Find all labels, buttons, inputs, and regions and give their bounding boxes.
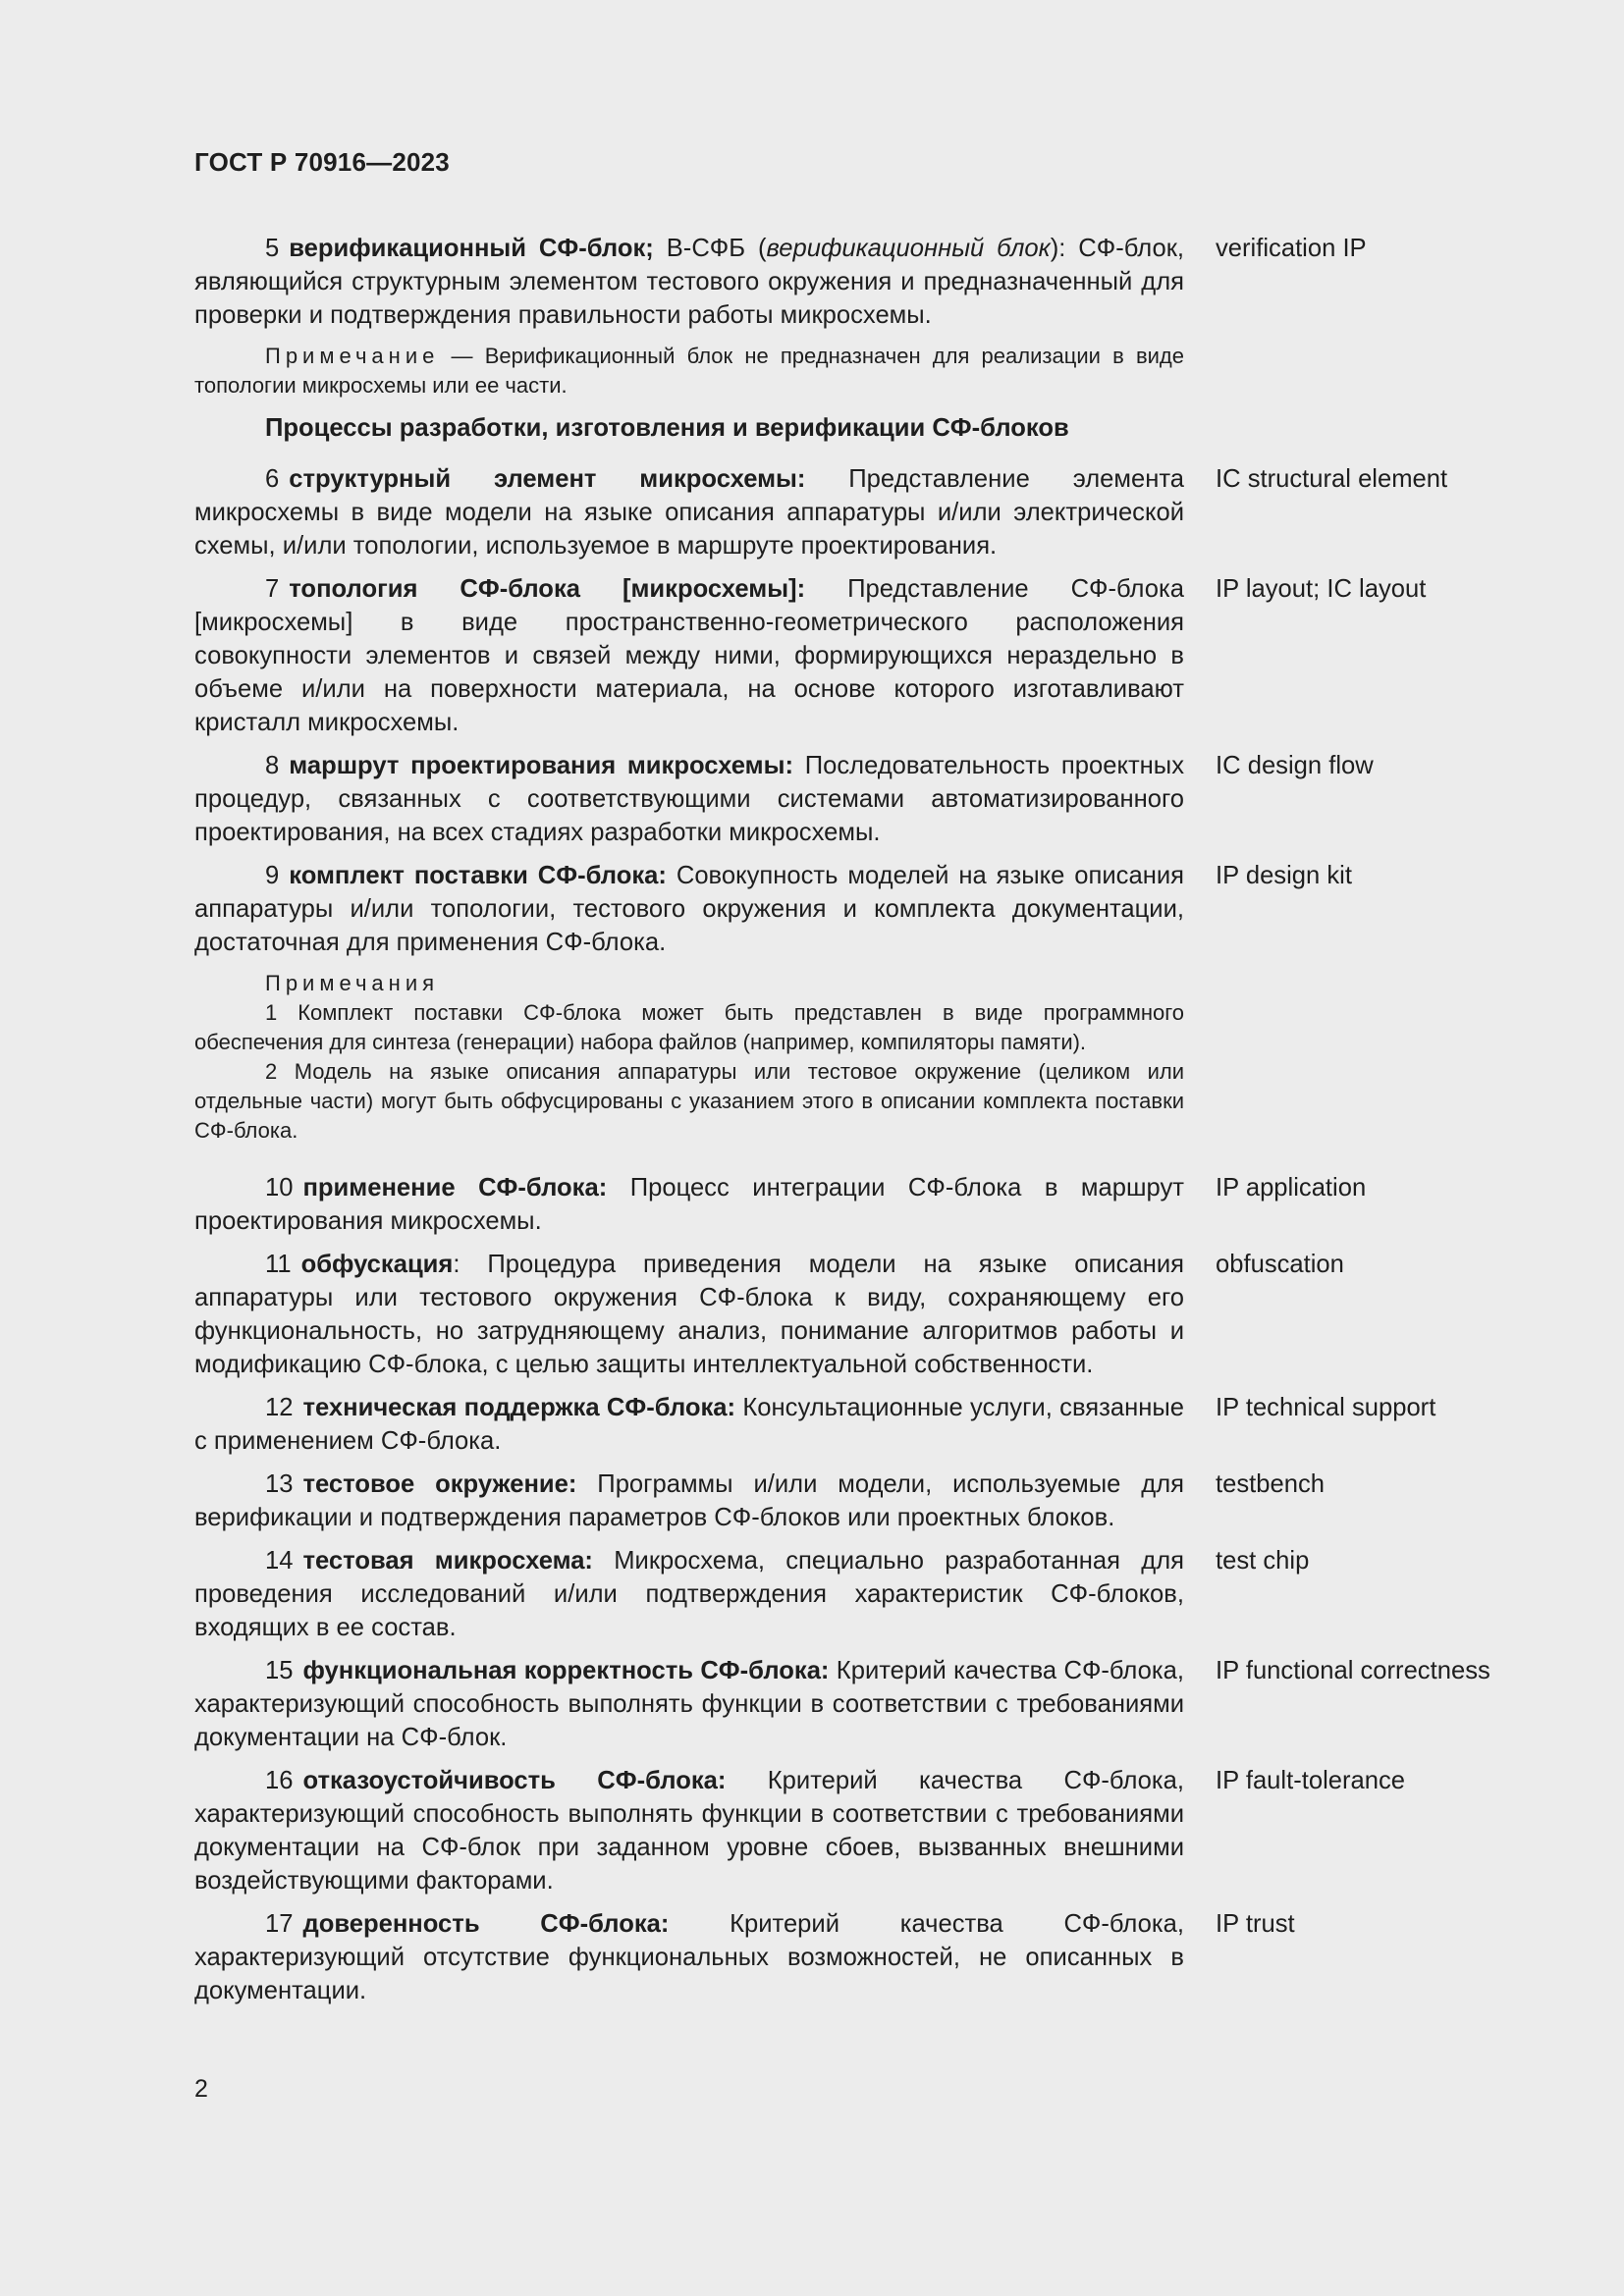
term-english: IP functional correctness (1216, 1657, 1490, 1684)
term-english: IP design kit (1216, 862, 1352, 889)
standard-header: ГОСТ Р 70916—2023 (194, 147, 450, 177)
term-number: 8 (265, 752, 280, 779)
term-number: 11 (265, 1251, 292, 1278)
term-entry (194, 462, 1510, 562)
term-definition (194, 749, 1184, 849)
notes-block (194, 969, 1184, 1146)
term-name: структурный элемент микросхемы: (289, 465, 806, 493)
term-definition (194, 1248, 1184, 1381)
term-name: обфускация (300, 1251, 454, 1278)
term-number: 6 (265, 465, 280, 493)
term-english: test chip (1216, 1547, 1310, 1575)
term-definition (194, 1654, 1184, 1754)
term-text: Представление элемента микросхемы в виде модели на языке описания аппаратуры и/или электрической схемы, и/или топологии, используемое в маршруте проектирования. (194, 465, 1184, 560)
entries-group-b (194, 1171, 1510, 2007)
section-title: Процессы разработки, изготовления и верификации СФ-блоков (265, 414, 1069, 442)
term-entry (194, 749, 1510, 849)
note-item: 2 Модель на языке описания аппаратуры или тестовое окружение (целиком или отдельные части) могут быть обфусцированы с указанием этого в описании комплекта поставки СФ-блока. (194, 1059, 1184, 1143)
term-english: IP layout; IC layout (1216, 575, 1427, 603)
entries-group-a (194, 462, 1510, 959)
term-number: 16 (265, 1767, 294, 1794)
term-text: : Процедура приведения модели на языке описания аппаратуры или тестового окружения СФ-блока к виду, сохраняющему его функциональность, но затрудняющему анализ, понимание алгоритмов работы и модификацию СФ-блока, с целью защиты интеллектуальной собственности. (194, 1251, 1184, 1378)
term-text: Критерий качества СФ-блока, характеризующий способность выполнять функции в соответствии с требованиями документации на СФ-блок. (194, 1657, 1184, 1751)
term-entry (194, 1907, 1510, 2007)
term-name: маршрут проектирования микросхемы: (289, 752, 793, 779)
term-text: Программы и/или модели, используемые для верификации и подтверждения параметров СФ-блоков или проектных блоков. (194, 1470, 1185, 1531)
term-name: техническая поддержка СФ-блока: (302, 1394, 736, 1421)
term-number: 7 (265, 575, 280, 603)
note-label: Примечание (265, 344, 440, 368)
term-name: применение СФ-блока: (302, 1174, 608, 1201)
term-english: IP trust (1216, 1910, 1295, 1938)
term-english: IC structural element (1216, 465, 1448, 493)
term-text: Критерий качества СФ-блока, характеризующий способность выполнять функции в соответствии с требованиями документации на СФ-блок при заданном уровне сбоев, вызванных внешними воздействующими факторами. (194, 1767, 1184, 1895)
term-definition (194, 1468, 1184, 1534)
term-text: Микросхема, специально разработанная для проведения исследований и/или подтверждения характеристик СФ-блоков, входящих в ее состав. (194, 1547, 1184, 1641)
note-item: 1 Комплект поставки СФ-блока может быть представлен в виде программного обеспечения для синтеза (генерации) набора файлов (например, компиляторы памяти). (194, 1000, 1184, 1054)
terms-content (194, 232, 1510, 2017)
term-english: obfuscation (1216, 1251, 1344, 1278)
term-english: verification IP (1216, 235, 1367, 262)
term-definition (194, 462, 1184, 562)
term-number: 13 (265, 1470, 294, 1498)
term-entry (194, 1171, 1510, 1238)
term-text: Консультационные услуги, связанные с применением СФ-блока. (194, 1394, 1184, 1455)
term-english: IP technical support (1216, 1394, 1436, 1421)
term-text: Совокупность моделей на языке описания аппаратуры и/или топологии, тестового окружения и комплекта документации, достаточная для применения СФ-блока. (194, 862, 1184, 956)
term-definition (194, 572, 1184, 739)
term-entry (194, 1764, 1510, 1897)
term-english: IP application (1216, 1174, 1367, 1201)
term-name: верификационный СФ-блок; (289, 235, 654, 262)
term-number: 15 (265, 1657, 294, 1684)
term-definition (194, 232, 1184, 332)
term-text: ): СФ-блок, являющийся структурным элементом тестового окружения и предназначенный для проверки и подтверждения правильности работы микросхемы. (194, 235, 1185, 329)
term-english: testbench (1216, 1470, 1325, 1498)
term-name: отказоустойчивость СФ-блока: (302, 1767, 727, 1794)
term-entry (194, 1248, 1510, 1381)
term-entry (194, 1468, 1510, 1534)
term-name: функциональная корректность СФ-блока: (302, 1657, 830, 1684)
term-name: комплект поставки СФ-блока: (289, 862, 667, 889)
term-name: топология СФ-блока [микросхемы]: (289, 575, 806, 603)
term-number: 5 (265, 235, 280, 262)
term-entry (194, 1544, 1510, 1644)
term-definition (194, 1764, 1184, 1897)
term-entry (194, 232, 1510, 332)
term-definition (194, 1391, 1184, 1458)
term-number: 9 (265, 862, 280, 889)
term-text: Критерий качества СФ-блока, характеризующий отсутствие функциональных возможностей, не описанных в документации. (194, 1910, 1184, 2004)
term-name: тестовое окружение: (302, 1470, 577, 1498)
term-entry (194, 859, 1510, 959)
term-english: IC design flow (1216, 752, 1374, 779)
term-text: Последовательность проектных процедур, связанных с соответствующими системами автоматизированного проектирования, на всех стадиях разработки микросхемы. (194, 752, 1184, 846)
term-definition (194, 1171, 1184, 1238)
term-definition (194, 1544, 1184, 1644)
term-number: 12 (265, 1394, 294, 1421)
term-number: 10 (265, 1174, 294, 1201)
term-entry (194, 1391, 1510, 1458)
term-number: 14 (265, 1547, 294, 1575)
term-abbreviation: В-СФБ ( (653, 235, 767, 262)
term-name: тестовая микросхема: (302, 1547, 593, 1575)
term-number: 17 (265, 1910, 294, 1938)
term-name: доверенность СФ-блока: (302, 1910, 670, 1938)
note (194, 342, 1184, 400)
term-english: IP fault-tolerance (1216, 1767, 1406, 1794)
term-text: Процесс интеграции СФ-блока в маршрут проектирования микросхемы. (194, 1174, 1184, 1235)
term-entry (194, 1654, 1510, 1754)
page-number: 2 (194, 2075, 208, 2103)
term-entry (194, 572, 1510, 739)
term-definition (194, 859, 1184, 959)
term-definition (194, 1907, 1184, 2007)
notes-label: Примечания (265, 971, 440, 995)
term-synonym: верификационный блок (766, 235, 1051, 262)
term-text: Представление СФ-блока [микросхемы] в виде пространственно-геометрического расположения совокупности элементов и связей между ними, формирующихся нераздельно в объеме и/или на поверхности материала, на основе которого изготавливают кристалл микросхемы. (194, 575, 1184, 736)
note-text: — Верификационный блок не предназначен для реализации в виде топологии микросхемы или ее части. (194, 344, 1184, 398)
